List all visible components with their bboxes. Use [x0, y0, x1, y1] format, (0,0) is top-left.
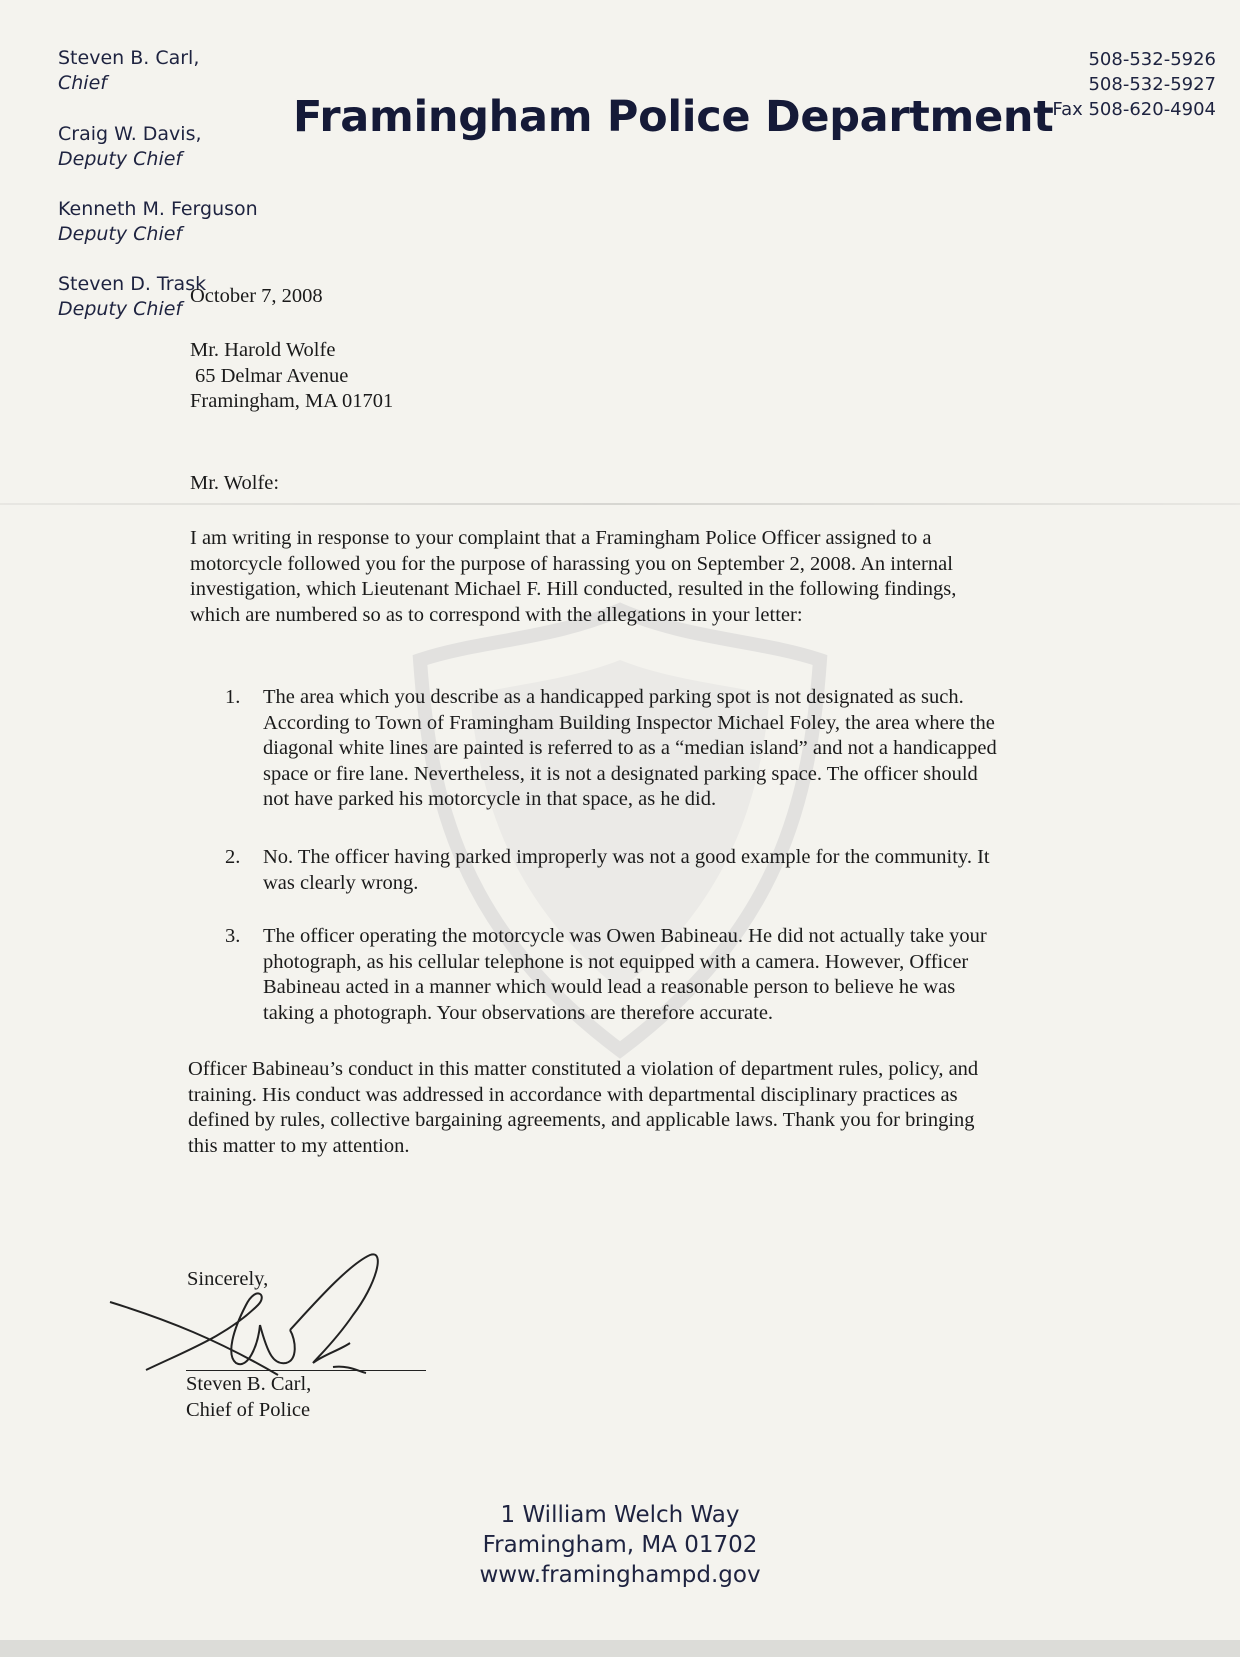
paragraph-line: training. His conduct was addressed in accordance with departmental disciplinary practices as — [188, 1083, 958, 1106]
fax-number: Fax 508-620-4904 — [1052, 99, 1216, 120]
staff-role: Deputy Chief — [58, 148, 183, 170]
paper-fold — [0, 503, 1240, 505]
finding-line: not have parked his motorcycle in that space, as he did. — [263, 788, 717, 810]
paragraph-line: which are numbered so as to correspond with the allegations in your letter: — [190, 603, 803, 626]
recipient-name: Mr. Harold Wolfe — [190, 339, 336, 361]
finding-line: photograph, as his cellular telephone is not equipped with a camera. However, Officer — [263, 950, 969, 973]
recipient-street: 65 Delmar Avenue — [195, 364, 349, 387]
signer-name: Steven B. Carl, — [186, 1373, 312, 1395]
staff-deputy-chief-1 — [58, 122, 202, 172]
finding-line: The officer operating the motorcycle was Owen Babineau. He did not actually take your — [263, 925, 987, 947]
staff-name: Craig W. Davis, — [58, 123, 202, 145]
salutation: Mr. Wolfe: — [190, 472, 280, 494]
paragraph-line: investigation, which Lieutenant Michael F. Hill conducted, resulted in the following findings, — [190, 578, 957, 600]
recipient-city: Framingham, MA 01701 — [190, 390, 394, 412]
phone-number: 508-532-5927 — [1088, 74, 1216, 95]
phone-number: 508-532-5926 — [1088, 49, 1216, 70]
finding-number: 2. — [225, 846, 241, 868]
footer-city: Framingham, MA 01702 — [482, 1532, 758, 1558]
paragraph-line: defined by rules, collective bargaining agreements, and applicable laws. Thank you for bringing — [188, 1109, 975, 1131]
scan-edge — [0, 1640, 1240, 1657]
staff-role: Deputy Chief — [58, 298, 183, 320]
finding-text — [263, 924, 1093, 1026]
paragraph-line: I am writing in response to your complaint that a Framingham Police Officer assigned to a — [190, 527, 932, 549]
finding-text — [263, 845, 1093, 896]
staff-deputy-chief-2 — [58, 197, 258, 247]
paragraph-line: motorcycle followed you for the purpose of harassing you on September 2, 2008. An internal — [190, 552, 953, 575]
department-title: Framingham Police Department — [293, 92, 1054, 142]
signer-block — [186, 1372, 311, 1423]
staff-role: Deputy Chief — [58, 223, 183, 245]
paragraph-line: this matter to my attention. — [188, 1134, 410, 1157]
finding-number: 3. — [225, 925, 241, 947]
staff-deputy-chief-3 — [58, 272, 206, 322]
staff-role: Chief — [58, 72, 107, 94]
footer-website: www.framinghampd.gov — [479, 1562, 761, 1588]
staff-name: Kenneth M. Ferguson — [58, 198, 258, 220]
letter-date: October 7, 2008 — [190, 285, 323, 307]
finding-number: 1. — [225, 686, 241, 708]
finding-text — [263, 685, 1093, 813]
finding-line: According to Town of Framingham Building Inspector Michael Foley, the area where the — [263, 711, 995, 734]
finding-line: Babineau acted in a manner which would lead a reasonable person to believe he was — [263, 976, 956, 998]
finding-line: space or fire lane. Nevertheless, it is not a designated parking space. The officer should — [263, 762, 978, 785]
finding-line: No. The officer having parked improperly was not a good example for the community. It — [263, 846, 990, 868]
finding-line: diagonal white lines are painted is referred to as a “median island” and not a handicapped — [263, 737, 997, 759]
staff-chief — [58, 46, 199, 96]
intro-paragraph — [190, 526, 1070, 628]
signature-line — [186, 1370, 426, 1371]
closing: Sincerely, — [187, 1268, 269, 1290]
finding-line: The area which you describe as a handicapped parking spot is not designated as such. — [263, 686, 964, 708]
paragraph-line: Officer Babineau’s conduct in this matter constituted a violation of department rules, policy, and — [188, 1058, 979, 1080]
recipient-address — [190, 338, 393, 415]
footer-street: 1 William Welch Way — [500, 1502, 740, 1528]
staff-name: Steven B. Carl, — [58, 47, 200, 69]
contact-block — [1052, 47, 1216, 122]
conclusion-paragraph — [188, 1057, 1088, 1159]
finding-line: taking a photograph. Your observations are therefore accurate. — [263, 1001, 774, 1024]
signer-title: Chief of Police — [186, 1398, 311, 1421]
finding-line: was clearly wrong. — [263, 871, 419, 894]
staff-name: Steven D. Trask — [58, 273, 207, 295]
footer-address — [0, 1500, 1240, 1590]
